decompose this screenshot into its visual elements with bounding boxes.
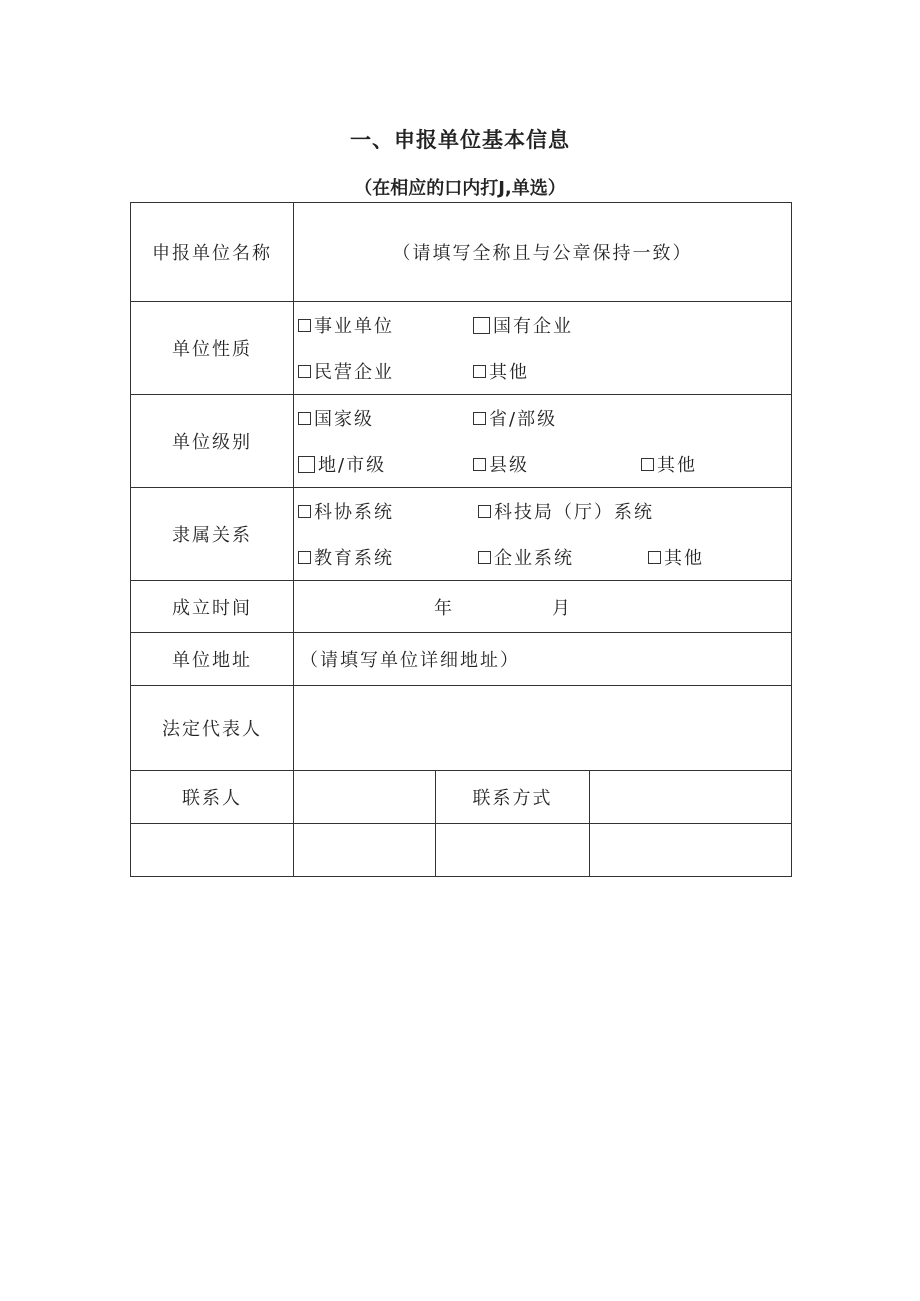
unit-name-label: 申报单位名称 (131, 203, 294, 302)
nature-option-private[interactable]: 民营企业 (298, 358, 473, 384)
checkbox-icon[interactable] (298, 505, 311, 518)
unit-nature-label: 单位性质 (131, 302, 294, 395)
contact-method-label: 联系方式 (436, 771, 590, 824)
checkbox-icon[interactable] (473, 458, 486, 471)
checkbox-icon[interactable] (298, 551, 311, 564)
legal-rep-field[interactable] (294, 686, 792, 771)
founded-date-field[interactable] (294, 581, 792, 633)
nature-option-other[interactable]: 其他 (473, 358, 529, 384)
checkbox-icon[interactable] (298, 319, 311, 332)
row-unit-name (131, 203, 792, 302)
checkbox-icon[interactable] (648, 551, 661, 564)
nature-option-state-owned[interactable]: 国有企业 (473, 312, 573, 338)
unit-info-table (130, 202, 792, 877)
checkbox-icon[interactable] (298, 365, 311, 378)
checkbox-icon[interactable] (478, 551, 491, 564)
founded-label: 成立时间 (131, 581, 294, 633)
row-address (131, 633, 792, 686)
level-option-other[interactable]: 其他 (641, 451, 697, 477)
founded-month-unit: 月 (552, 597, 572, 619)
unit-level-label: 单位级别 (131, 395, 294, 488)
affiliation-label: 隶属关系 (131, 488, 294, 581)
checkbox-icon[interactable] (478, 505, 491, 518)
founded-year-unit: 年 (434, 597, 454, 619)
level-option-municipal[interactable]: 地/市级 (298, 451, 473, 477)
page-title: 一、申报单位基本信息 (350, 128, 570, 152)
checkbox-icon[interactable] (298, 456, 315, 473)
unit-name-field[interactable]: （请填写全称且与公章保持一致） (294, 203, 792, 302)
row-unit-level (131, 395, 792, 488)
extra-cell-1[interactable] (131, 824, 294, 877)
row-legal-representative (131, 686, 792, 771)
legal-rep-label: 法定代表人 (131, 686, 294, 771)
checkbox-icon[interactable] (473, 365, 486, 378)
extra-cell-2[interactable] (294, 824, 436, 877)
checkbox-icon[interactable] (473, 412, 486, 425)
affiliation-option-science-bureau[interactable]: 科技局（厅）系统 (478, 498, 654, 524)
page-subtitle: （在相应的口内打J,单选） (354, 178, 566, 199)
row-founded (131, 581, 792, 633)
contact-method-field[interactable] (590, 771, 792, 824)
row-contact-extra (131, 824, 792, 877)
affiliation-option-other[interactable]: 其他 (648, 544, 704, 570)
address-field[interactable]: （请填写单位详细地址） (294, 633, 792, 686)
unit-level-options (294, 395, 792, 488)
affiliation-option-science-association[interactable]: 科协系统 (298, 498, 478, 524)
level-option-provincial[interactable]: 省/部级 (473, 405, 557, 431)
row-contact (131, 771, 792, 824)
checkbox-icon[interactable] (298, 412, 311, 425)
extra-cell-3[interactable] (436, 824, 590, 877)
row-unit-nature (131, 302, 792, 395)
checkbox-icon[interactable] (641, 458, 654, 471)
extra-cell-4[interactable] (590, 824, 792, 877)
checkbox-icon[interactable] (473, 317, 490, 334)
affiliation-option-enterprise[interactable]: 企业系统 (478, 544, 648, 570)
affiliation-option-education[interactable]: 教育系统 (298, 544, 478, 570)
contact-name-field[interactable] (294, 771, 436, 824)
affiliation-options (294, 488, 792, 581)
row-affiliation (131, 488, 792, 581)
nature-option-public-institution[interactable]: 事业单位 (298, 312, 473, 338)
level-option-county[interactable]: 县级 (473, 451, 641, 477)
contact-label: 联系人 (131, 771, 294, 824)
address-label: 单位地址 (131, 633, 294, 686)
level-option-national[interactable]: 国家级 (298, 405, 473, 431)
unit-nature-options (294, 302, 792, 395)
